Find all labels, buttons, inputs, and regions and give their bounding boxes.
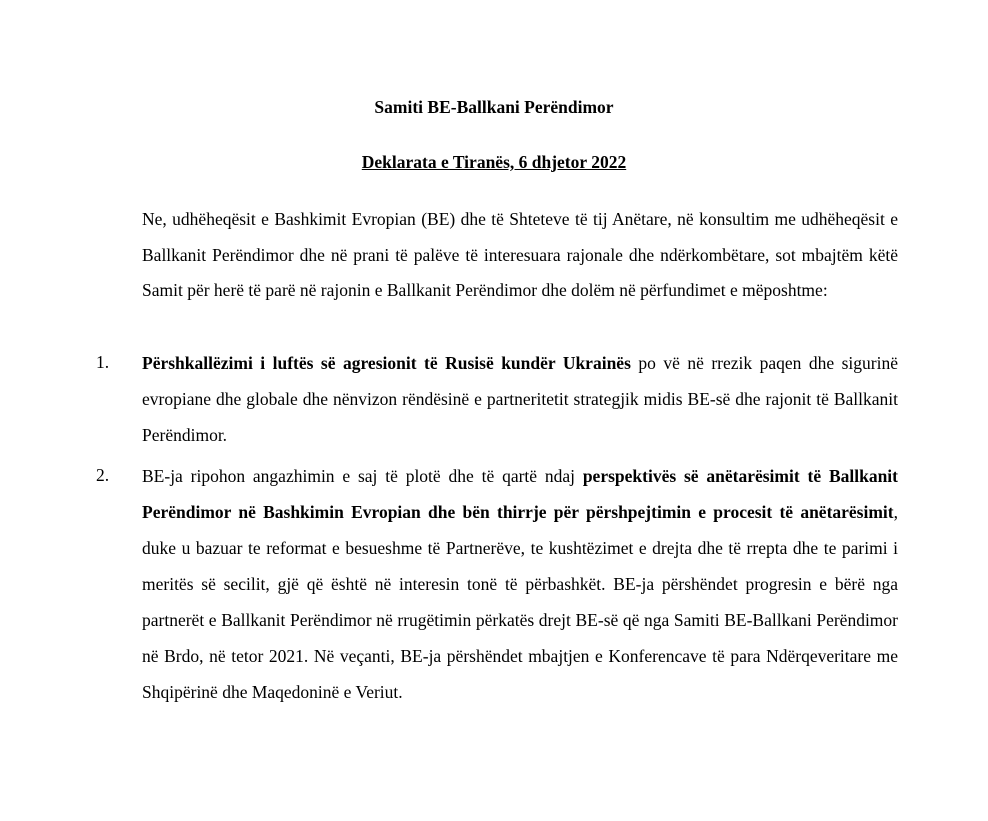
intro-paragraph: Ne, udhëheqësit e Bashkimit Evropian (BE) dhe të Shteteve të tij Anëtare, në konsultim me udhëheqësit e Ballkanit Perëndimor dhe në prani të palëve të interesuara rajonale dhe ndërkombëtare, sot mbajtëm këtë Samit për herë të parë në rajonin e Ballkanit Perëndimor dhe dolëm në përfundimet e mëposhtme: [142, 209, 898, 300]
list-item-body-after: , duke u bazuar te reformat e besueshme të Partnerëve, te kushtëzimet e drejta dhe të rrepta dhe te parimi i meritës së secilit, gjë që është në interesin tonë të përbashkët. BE-ja përshëndet progresin e bërë nga partnerët e Ballkanit Perëndimor në rrugëtimin përkatës drejt BE-së që nga Samiti BE-Ballkani Perëndimor në Brdo, në tetor 2021. Në veçanti, BE-ja përshëndet mbajtjen e Konferencave të para Ndërqeveritare me Shqipërinë dhe Maqedoninë e Veriut. [142, 502, 898, 702]
list-item-bold-middle: perspektivës së anëtarësimit të Ballkanit Perëndimor në Bashkimin Evropian dhe bën thirrje për përshpejtimin e procesit të anëtarësimit [142, 466, 898, 522]
list-item-number: 2. [96, 465, 110, 485]
document-subtitle: Deklarata e Tiranës, 6 dhjetor 2022 [361, 152, 627, 172]
list-item-text [142, 458, 898, 710]
list-item-number: 1. [96, 352, 110, 372]
list-item-body-before: BE-ja ripohon angazhimin e saj të plotë dhe të qartë ndaj [142, 466, 583, 486]
list-item-bold-lead: Përshkallëzimi i luftës së agresionit të Rusisë kundër Ukrainës [142, 353, 631, 373]
list-item-body: po vë në rrezik paqen dhe sigurinë evropiane dhe globale dhe nënvizon rëndësinë e partneritetit strategjik midis BE-së dhe rajonit të Ballkanit Perëndimor. [142, 353, 898, 445]
document-title: Samiti BE-Ballkani Perëndimor [374, 97, 614, 117]
list-item-text [142, 345, 898, 453]
